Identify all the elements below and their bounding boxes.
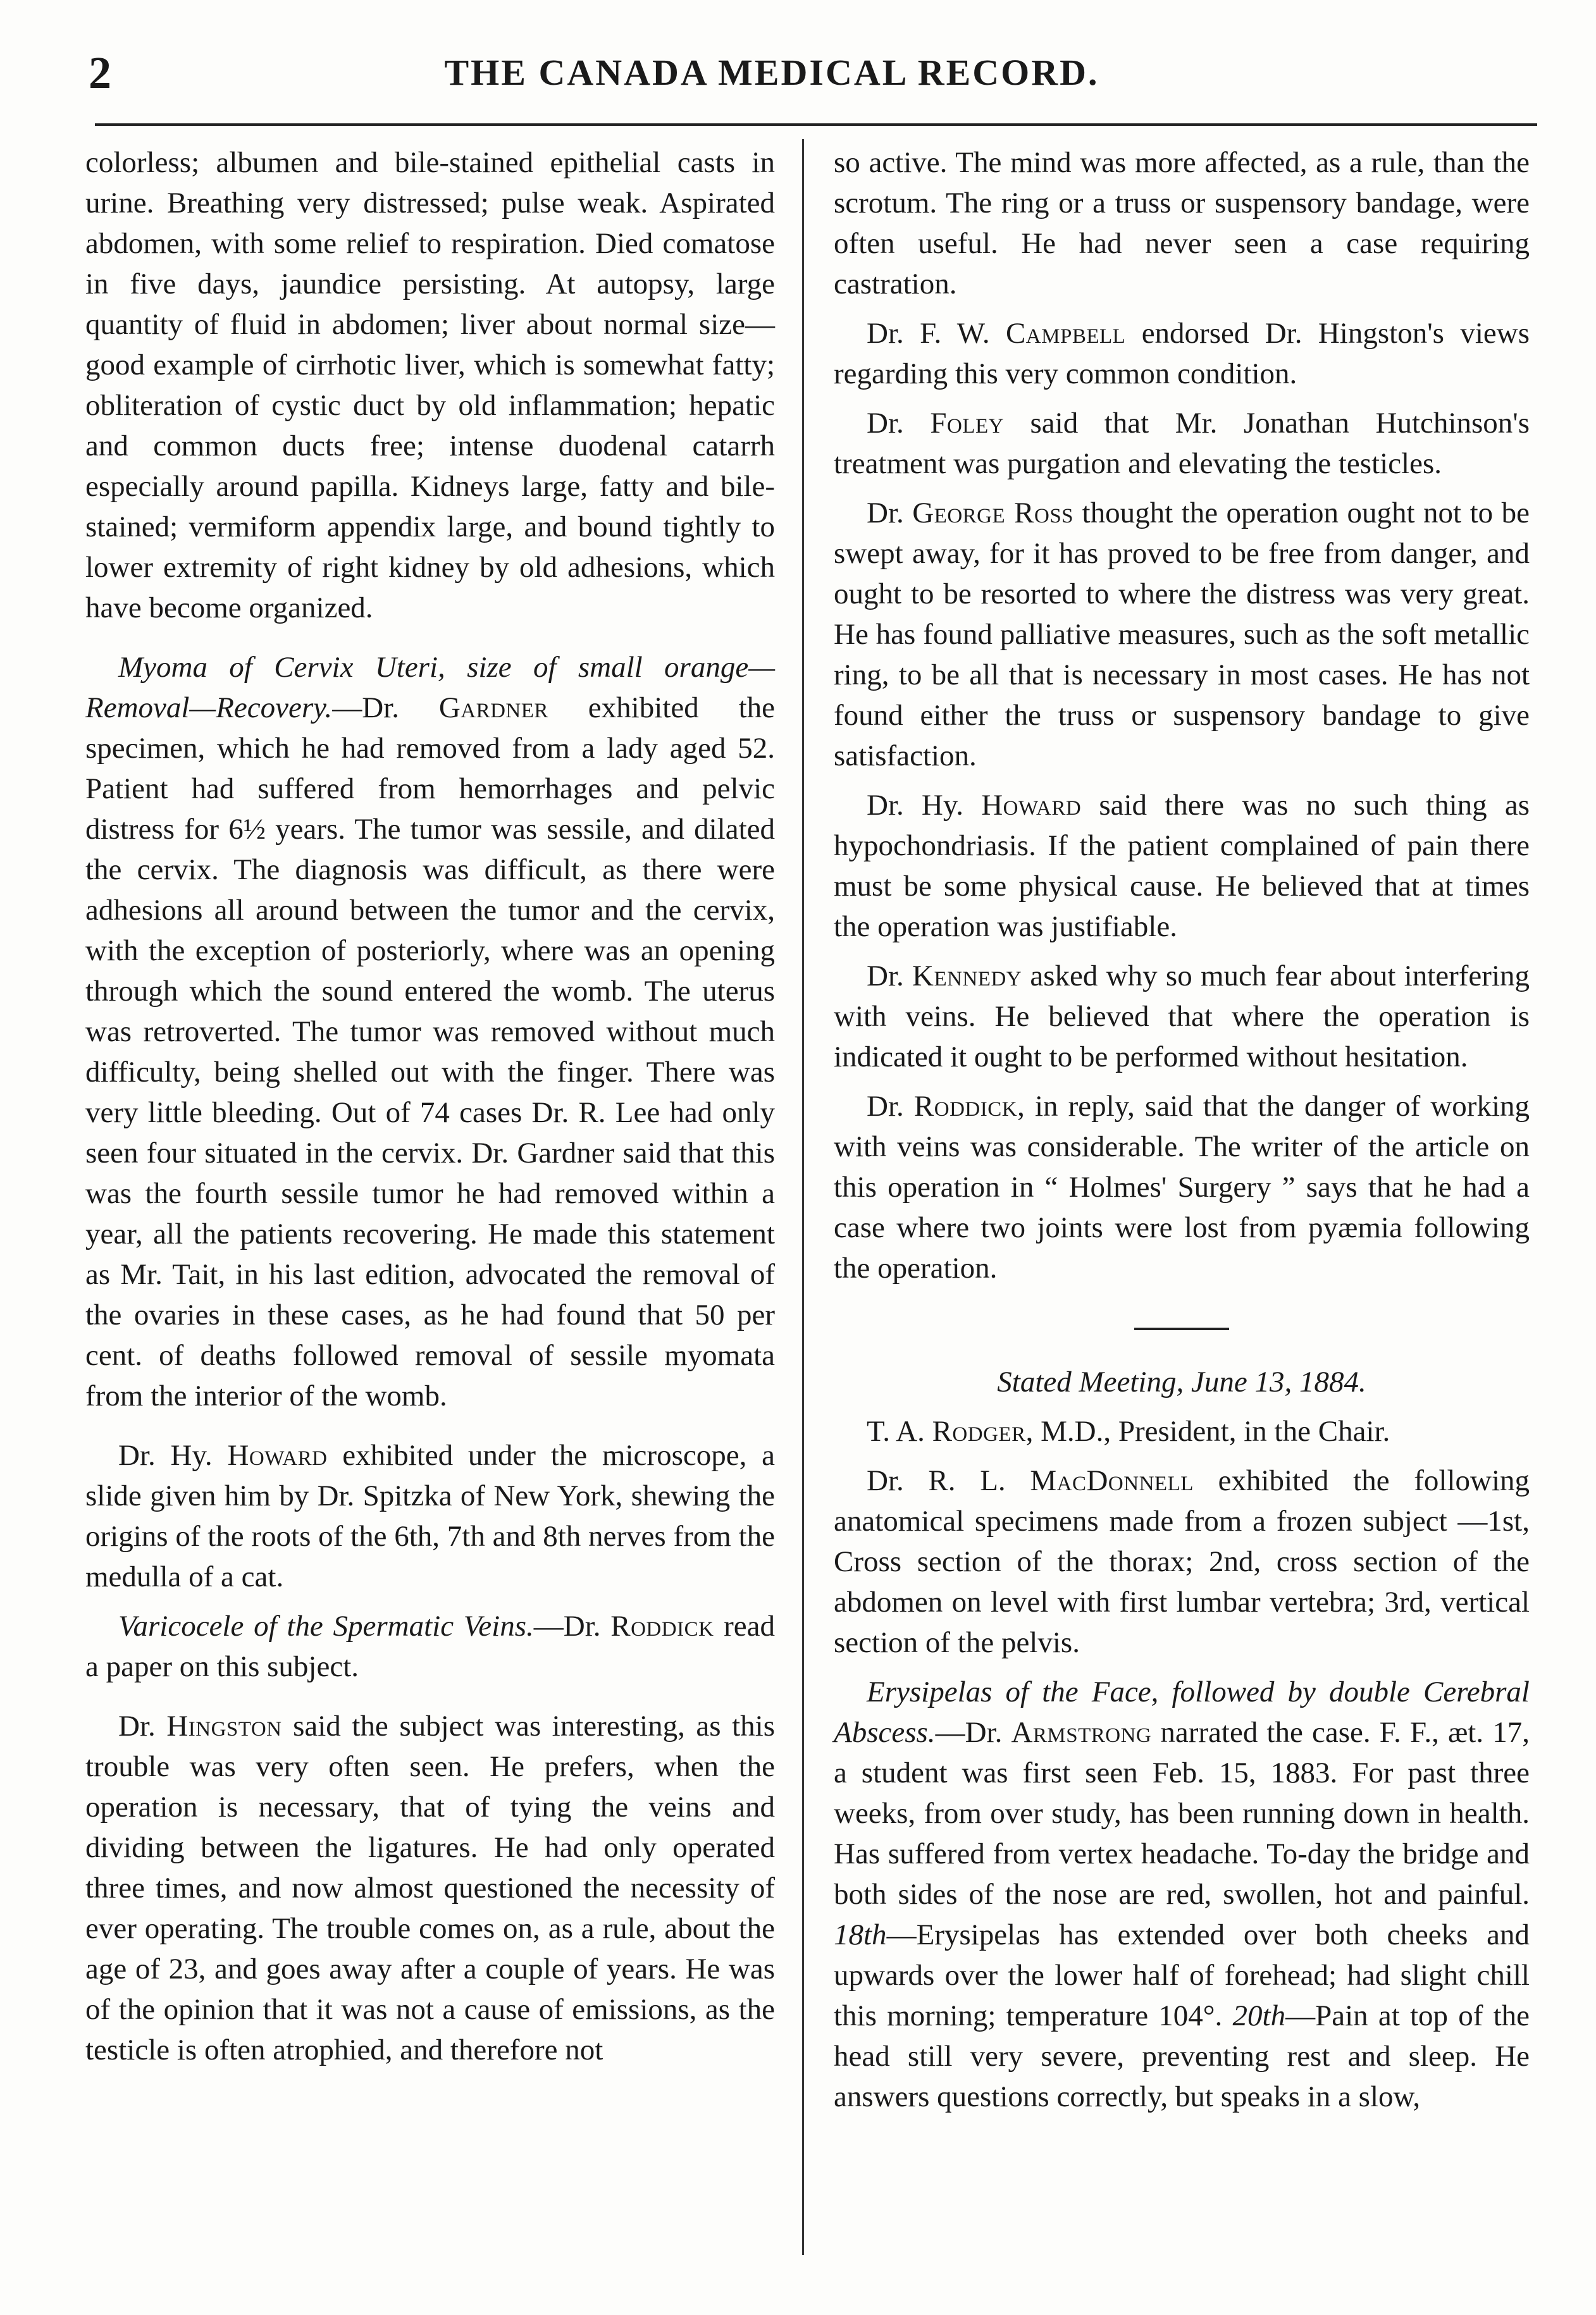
name-armstrong: Armstrong [1011, 1716, 1152, 1749]
name-gardner: Gardner [438, 691, 548, 724]
paragraph-president-text: , M.D., President, in the Chair. [1025, 1415, 1390, 1448]
name-roddick: Roddick [610, 1610, 714, 1643]
header-rule [95, 123, 1537, 126]
paragraph-ross [834, 493, 1530, 776]
meeting-heading: Stated Meeting, June 13, 1884. [997, 1366, 1366, 1398]
paragraph-varicocele [85, 1606, 775, 1687]
paragraph-howard-reply-text: said there was no such thing as hypochondriasis. If the patient complained of pain there must be some physical cause. He believed that at times the operation was justifiable. [834, 789, 1530, 943]
name-foley: Foley [930, 407, 1004, 440]
page-header [0, 38, 1596, 108]
dr-prefix: Dr. [867, 407, 931, 440]
dash-dr: —Dr. [935, 1716, 1011, 1749]
name-kennedy: Kennedy [912, 960, 1022, 992]
case-title-myoma: Myoma of Cervix Uteri, size of small orange—Removal—Recovery. [85, 651, 775, 724]
page-number: 2 [89, 47, 111, 98]
paragraph-hingston [85, 1706, 775, 2070]
paragraph-foley-text: said that Mr. Jonathan Hutchinson's treatment was purgation and elevating the testicles. [834, 407, 1530, 480]
dash-dr: —Dr. [332, 691, 439, 724]
right-column [834, 142, 1530, 2126]
paragraph-cirrhosis-case: colorless; albumen and bile-stained epithelial casts in urine. Breathing very distressed; pulse weak. Aspirated abdomen, with some relief to respiration. Died comatose in five days, jaundice persisting. At autopsy, large quantity of fluid in abdomen; liver about normal size—good example of cirrhotic liver, which is somewhat fatty; obliteration of cystic duct by old inflammation; hepatic and common ducts free; intense duodenal catarrh especially around papilla. Kidneys large, fatty and bile-stained; vermiform appendix large, and bound tightly to lower extremity of right kidney by old adhesions, which have become organized. [85, 146, 775, 624]
president-prefix: T. A. [867, 1415, 932, 1448]
date-20th: 20th [1232, 1999, 1286, 2032]
date-18th: 18th [834, 1918, 887, 1951]
name-rodger: Rodger [932, 1415, 1026, 1448]
dr-prefix: Dr. Hy. [867, 789, 982, 822]
paragraph-foley [834, 403, 1530, 484]
paragraph-macdonnell [834, 1460, 1530, 1663]
dr-prefix: Dr. [867, 960, 913, 992]
paragraph-myoma [85, 647, 775, 1416]
name-howard: Howard [981, 789, 1082, 822]
dr-prefix: Dr. F. W. [867, 317, 1006, 350]
name-macdonnell: MacDonnell [1030, 1464, 1194, 1497]
paragraph-howard-slide-text: exhibited under the microscope, a slide given him by Dr. Spitzka of New York, shewing the origins of the roots of the 6th, 7th and 8th nerves from the medulla of a cat. [85, 1439, 775, 1593]
case-title-erysipelas: Erysipelas of the Face, followed by double Cerebral Abscess. [834, 1676, 1530, 1749]
dr-prefix: Dr. [867, 1090, 914, 1123]
paragraph-varicocele-text: read a paper on this subject. [85, 1610, 776, 1683]
paragraph-president [834, 1411, 1530, 1452]
paragraph-erysipelas-text-3: —Pain at top of the head still very severe, preventing rest and sleep. He answers questions correctly, but speaks in a slow, [834, 1999, 1530, 2113]
paragraph-roddick-reply [834, 1086, 1530, 1288]
paragraph-erysipelas-text-1: narrated the case. F. F., æt. 17, a student was first seen Feb. 15, 1883. For past three weeks, from over study, has been running down in health. Has suffered from vertex headache. To-day the bridge and both sides of the nose are red, swollen, hot and painful. [834, 1716, 1530, 1911]
paragraph-howard-slide [85, 1435, 775, 1597]
paragraph-kennedy-text: asked why so much fear about interfering with veins. He believed that where the operation is indicated it ought to be performed without hesitation. [834, 960, 1530, 1073]
paragraph-ross-text: thought the operation ought not to be swept away, for it has proved to be free from danger, and ought to be resorted to where the distress was very great. He has found palliative measures, such as the soft metallic ring, to be all that is necessary in most cases. He has not found either the truss or suspensory bandage to give satisfaction. [834, 497, 1530, 772]
dr-prefix: Dr. [118, 1710, 167, 1743]
paragraph-erysipelas [834, 1672, 1530, 2117]
name-george-ross: George Ross [912, 497, 1074, 529]
paragraph-myoma-text: exhibited the specimen, which he had removed from a lady aged 52. Patient had suffered from hemorrhages and pelvic distress for 6½ years. The tumor was sessile, and dilated the cervix. The diagnosis was difficult, as there were adhesions all around between the tumor and the cervix, with the exception of posteriorly, where was an opening through which the sound entered the womb. The uterus was retroverted. The tumor was removed without much difficulty, being shelled out with the finger. There was very little bleeding. Out of 74 cases Dr. R. Lee had only seen four situated in the cervix. Dr. Gardner said that this was the fourth sessile tumor he had removed within a year, all the patients recovering. He made this statement as Mr. Tait, in his last edition, advocated the removal of the ovaries in these cases, as he had found that 50 per cent. of deaths followed removal of sessile myomata from the interior of the womb. [85, 691, 775, 1412]
paragraph-hingston-text: said the subject was interesting, as this trouble was very often seen. He prefers, when the operation is necessary, that of tying the veins and dividing between the ligatures. He had only operated three times, and now almost questioned the necessity of ever operating. The trouble comes on, as a rule, about the age of 23, and goes away after a couple of years. He was of the opinion that it was not a cause of emissions, as the testicle is often atrophied, and therefore not [85, 1710, 776, 2066]
case-title-varicocele: Varicocele of the Spermatic Veins. [118, 1610, 534, 1643]
dash-dr: —Dr. [533, 1610, 611, 1643]
column-divider [802, 139, 804, 2255]
paragraph-hingston-continued: so active. The mind was more affected, as a rule, than the scrotum. The ring or a truss or suspensory bandage, were often useful. He had never seen a case requiring castration. [834, 146, 1530, 300]
name-hingston: Hingston [166, 1710, 282, 1743]
paragraph-roddick-reply-text: , in reply, said that the danger of working with veins was considerable. The writer of the article on this operation in “ Holmes' Surgery ” says that he had a case where two joints were lost from pyæmia following the operation. [834, 1090, 1530, 1285]
paragraph-campbell-text: endorsed Dr. Hingston's views regarding this very common condition. [834, 317, 1530, 390]
name-campbell: Campbell [1005, 317, 1126, 350]
dr-prefix: Dr. Hy. [118, 1439, 228, 1472]
name-roddick: Roddick [913, 1090, 1018, 1123]
paragraph-macdonnell-text: exhibited the following anatomical specimens made from a frozen subject —1st, Cross section of the thorax; 2nd, cross section of the abdomen on level with first lumbar vertebra; 3rd, vertical section of the pelvis. [834, 1464, 1530, 1659]
paragraph-howard-reply [834, 785, 1530, 947]
left-column [85, 142, 775, 2079]
paragraph-erysipelas-text-2: —Erysipelas has extended over both cheeks and upwards over the lower half of forehead; had slight chill this morning; temperature 104°. [834, 1918, 1530, 2032]
dr-prefix: Dr. [867, 497, 913, 529]
dr-prefix: Dr. R. L. [867, 1464, 1030, 1497]
paragraph-kennedy [834, 956, 1530, 1077]
paragraph-campbell [834, 313, 1530, 394]
section-divider-rule [1134, 1328, 1229, 1330]
journal-title: THE CANADA MEDICAL RECORD. [444, 52, 1099, 93]
name-howard: Howard [227, 1439, 328, 1472]
